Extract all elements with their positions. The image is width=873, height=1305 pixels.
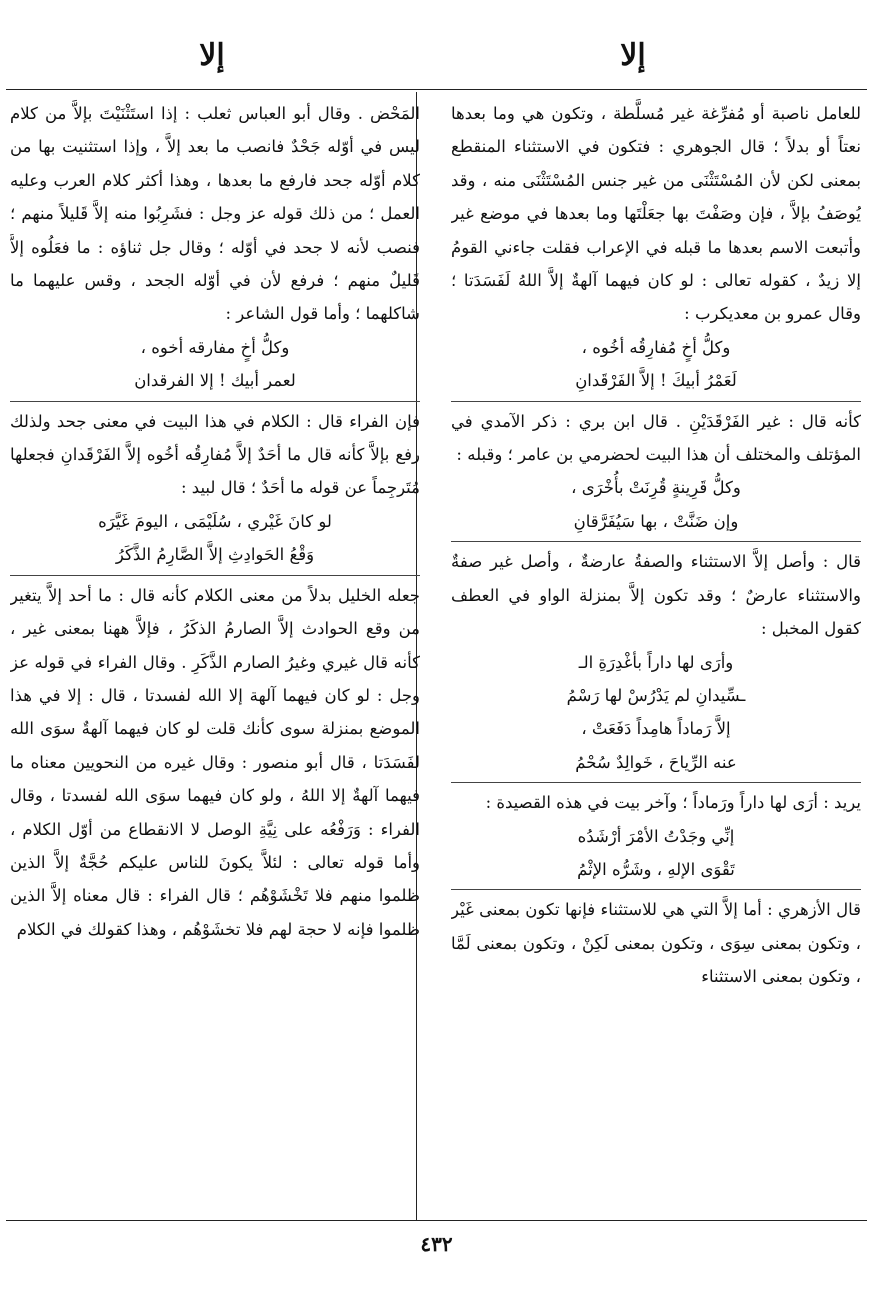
headword-right: إلا <box>620 38 646 73</box>
right-column <box>451 97 861 1213</box>
paragraph: للعامل ناصبة أو مُفرِّغة غير مُسلَّطة ، وتكون هي وما بعدها نعتاً أو بدلاً ؛ قال الجوهري : فتكون في الاستثناء المنقطع بمعنى لكن لأن المُسْتَثْنَى من غير جنس المُسْتَثْنَى منه ، وقد يُوصَفُ بإلاَّ ، فإن وصَفْتَ بها جعَلْتَها وما بعدها في موضع غير وأتبعت الاسم بعدها ما قبله في الإعراب فقلت جاءني القومُ إلا زيدٌ ، كقوله تعالى : لو كان فيهما آلهةٌ إلاَّ اللهُ لَفَسَدَتا ؛ وقال عمرو بن معديكرب : <box>451 104 861 324</box>
verse-line: تَقْوَى الإلهِ ، وشَرُّه الإثْمُ <box>577 859 735 879</box>
verse-line: لو كانَ غَيْري ، سُلَيْمَى ، اليومَ غَيَّرَه <box>98 511 332 531</box>
paragraph: قال الأزهري : أما إلاَّ التي هي للاستثناء فإنها تكون بمعنى غَيْر ، وتكون بمعنى سِوَى ، وتكون بمعنى لَكِنْ ، وتكون بمعنى لَمَّا ، وتكون بمعنى الاستثناء <box>451 900 861 987</box>
paragraph: قال : وأصل إلاَّ الاستثناء والصفةُ عارضةٌ ، وأصل غير صفةٌ والاستثناء عارضٌ ؛ وقد تكون إلاَّ بمنزلة الواو في العطف كقول المخبل : <box>451 552 861 639</box>
paragraph: المَحْض . وقال أبو العباس ثعلب : إذا استَثْنَيْتَ بإلاَّ من كلام ليس في أوّله جَحْدٌ فانصب ما بعد إلاَّ ، وإذا استثنيت بها من كلام أوّله جحد فارفع ما بعدها ، وهذا أكثر كلام العرب وعليه العمل ؛ من ذلك قوله عز وجل : فشَرِبُوا منه إلاَّ قَليلاً منهم ؛ فنصب لأنه لا جحد في أوّله ؛ وقال جل ثناؤه : ما فعَلُوه إلاَّ قَليلٌ منهم ؛ فرفع لأن في أوّله الجحد ، وقس عليهما ما شاكلهما ؛ وأما قول الشاعر : <box>10 104 420 324</box>
bottom-rule <box>6 1220 867 1221</box>
paragraph: جعله الخليل بدلاً من معنى الكلام كأنه قال : ما أحد إلاَّ يتغير من وقع الحوادث إلاَّ الصارمُ الذكَرُ ، فإلاَّ ههنا بمعنى غير ، كأنه قال غيري وغيرُ الصارم الذَّكَرِ . وقال الفراء في قوله عز وجل : لو كان فيهما آلهة إلا الله لفسدتا ، قال : إلا في هذا الموضع بمنزلة سوى كأنك قلت لو كان فيهما آلهةٌ سوَى الله لفَسَدَتا ، قال أبو منصور : وقال غيره من النحويين معناه ما فيهما آلهةٌ إلا اللهُ ، ولو كان فيهما سوَى الله لفسدتا ، وقال الفراء : وَرَفْعُه على نِيَّةِ الوصل لا الانقطاع من أوّل الكلام ، وأما قوله تعالى : لئلاَّ يكونَ للناس عليكم حُجَّةٌ إلاَّ الذين ظلموا منهم فلا تَخْشَوْهُم ؛ قال الفراء : قال معناه إلاَّ الذين ظلموا فإنه لا حجة لهم فلا تخشَوْهُم ، وهذا كقولك في الكلام <box>10 585 420 939</box>
verse-separator <box>10 401 420 402</box>
verse-line: وكلُّ قَرِينةٍ قُرِنَتْ بأُخْرَى ، <box>571 478 741 498</box>
verse-line: وكلُّ أخٍ مُفارِقُه أخُوه ، <box>581 337 731 357</box>
verse-separator <box>451 541 861 542</box>
verse-line: ـسِّيدانِ لم يَدْرُسْ لها رَسْمُ <box>566 685 746 705</box>
verse-line: عنه الرِّياحَ ، خَوالِدٌ سُحْمُ <box>575 752 737 772</box>
paragraph: كأنه قال : غير الفَرْقَدَيْنِ . قال ابن بري : ذكر الآمدي في المؤتلف والمختلف أن هذا البيت لحضرمي بن عامر ؛ وقبله : <box>451 411 861 465</box>
verse-line: لَعَمْرُ أبيكَ ! إلاَّ الفَرْقَدانِ <box>575 371 737 391</box>
verse-line: وإن ضَنَّتْ ، بها سَيُفَرَّقانِ <box>573 511 739 531</box>
verse-separator <box>451 889 861 890</box>
paragraph: يريد : أرَى لها داراً ورَماداً ؛ وآخر بيت في هذه القصيدة : <box>485 793 861 813</box>
page-number: ٤٣٢ <box>420 1232 453 1256</box>
verse-line: وأرَى لها داراً بأغْدِرَةِ الـ <box>578 652 734 672</box>
verse-separator <box>451 782 861 783</box>
verse-line: لعمر أبيك ! إلا الفرقدان <box>134 371 296 391</box>
verse-line: وكلُّ أخٍ مفارقه أخوه ، <box>140 337 290 357</box>
verse-separator <box>451 401 861 402</box>
verse-separator <box>10 575 420 576</box>
top-rule <box>6 89 867 90</box>
paragraph: فإن الفراء قال : الكلام في هذا البيت في معنى جحد ولذلك رفع بإلاَّ كأنه قال ما أحَدٌ إلاَّ مُفارِقُه أخُوه إلاَّ الفَرْقَدانِ فجعلها مُتَرجِماً عن قوله ما أحَدٌ ؛ قال لبيد : <box>10 411 420 498</box>
left-column <box>10 97 420 1213</box>
verse-line: وَقْعُ الحَوادِثِ إلاَّ الصَّارِمُ الذَّكَرُ <box>115 545 315 565</box>
verse-line: إلاَّ رَماداً هامِداً دَفَعَتْ ، <box>581 719 731 739</box>
verse-line: إنِّي وجَدْتُ الأمْرَ أرْشَدُه <box>577 826 735 846</box>
headword-left: إلا <box>199 38 225 73</box>
